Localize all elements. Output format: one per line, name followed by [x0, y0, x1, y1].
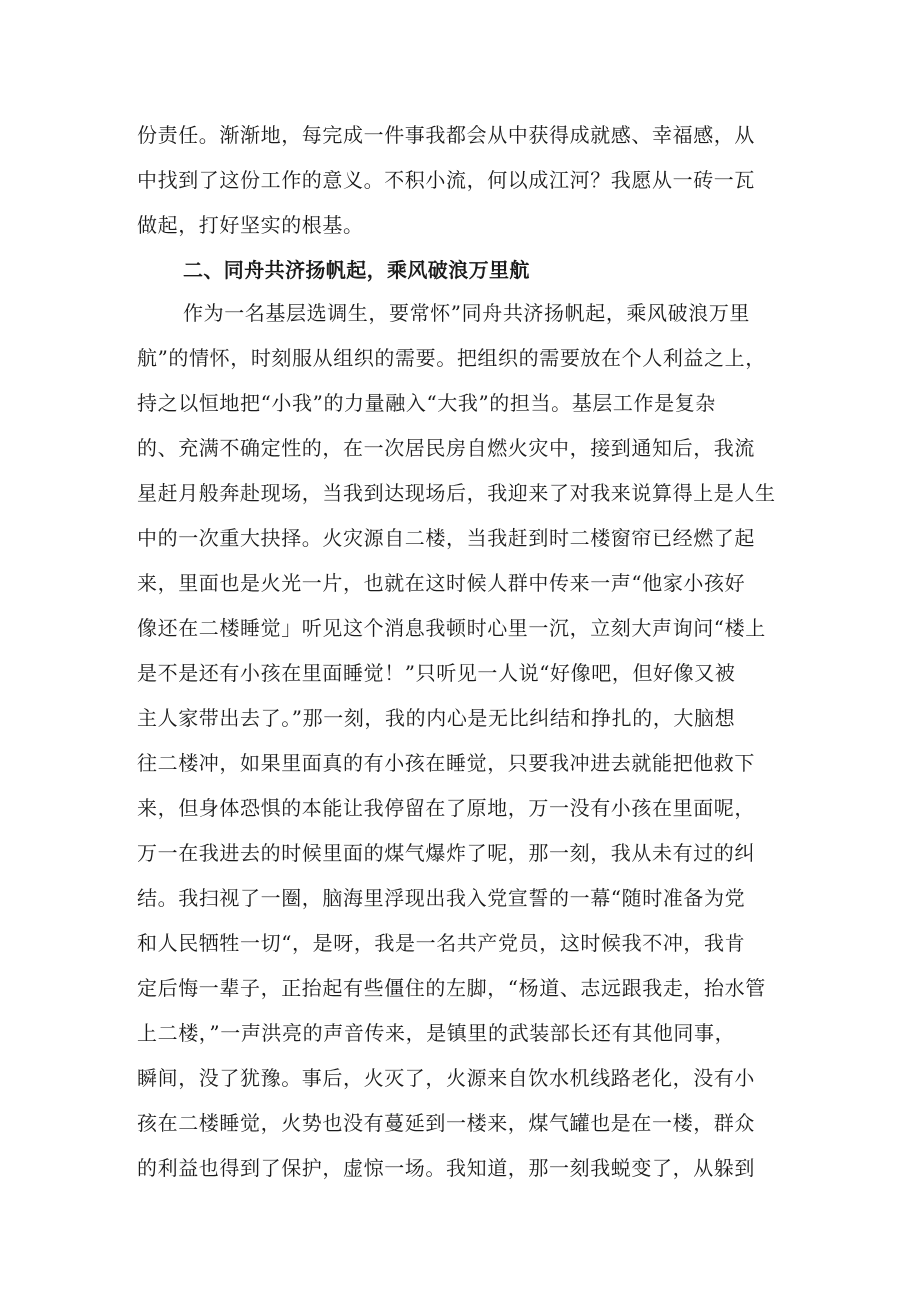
paragraph-line: 作为一名基层选调生，要常怀”同舟共济扬帆起，乘风破浪万里 [183, 301, 751, 325]
paragraph-line: 中的一次重大抉择。火灾源自二楼，当我赶到时二楼窗帘已经燃了起 [137, 526, 755, 550]
paragraph-line: 来，但身体恐惧的本能让我停留在了原地，万一没有小孩在里面呢， [137, 796, 755, 820]
paragraph-line: 上二楼，”一声洪亮的声音传来，是镇里的武装部长还有其他同事， [137, 1021, 736, 1045]
paragraph-line: 是不是还有小孩在里面睡觉！”只听见一人说“好像吧，但好像又被 [137, 661, 736, 685]
section-heading: 二、同舟共济扬帆起，乘风破浪万里航 [183, 258, 530, 282]
paragraph-line: 往二楼冲，如果里面真的有小孩在睡觉，只要我冲进去就能把他救下 [137, 751, 755, 775]
paragraph-line: 来，里面也是火光一片，也就在这时候人群中传来一声“他家小孩好 [137, 571, 746, 595]
paragraph-line: 做起，打好坚实的根基。 [137, 213, 364, 237]
paragraph-line: 中找到了这份工作的意义。不积小流，何以成江河？我愿从一砖一瓦 [137, 168, 755, 192]
paragraph-line: 和人民牺牲一切“，是呀，我是一名共产党员，这时候我不冲，我肯 [137, 931, 746, 955]
paragraph-line: 持之以恒地把“小我”的力量融入“大我”的担当。基层工作是复杂 [137, 391, 716, 415]
paragraph-line: 孩在二楼睡觉，火势也没有蔓延到一楼来，煤气罐也是在一楼，群众 [137, 1111, 755, 1135]
paragraph-line: 结。我扫视了一圈，脑海里浮现出我入党宣誓的一幕“随时准备为党 [137, 886, 746, 910]
paragraph-line: 瞬间，没了犹豫。事后，火灭了，火源来自饮水机线路老化，没有小 [137, 1066, 755, 1090]
paragraph-line: 份责任。渐渐地，每完成一件事我都会从中获得成就感、幸福感，从 [137, 123, 755, 147]
paragraph-line: 像还在二楼睡觉」听见这个消息我顿时心里一沉，立刻大声询问“楼上 [137, 616, 766, 640]
paragraph-line: 的、充满不确定性的，在一次居民房自燃火灾中，接到通知后，我流 [137, 436, 755, 460]
paragraph-line: 主人家带出去了。”那一刻，我的内心是无比纠结和挣扎的，大脑想 [137, 706, 736, 730]
paragraph-line: 星赶月般奔赴现场，当我到达现场后，我迎来了对我来说算得上是人生 [137, 481, 776, 505]
paragraph-line: 定后悔一辈子，正抬起有些僵住的左脚，“杨道、志远跟我走，抬水管 [137, 976, 766, 1000]
paragraph-line: 万一在我进去的时候里面的煤气爆炸了呢，那一刻，我从未有过的纠 [137, 841, 755, 865]
paragraph-line: 的利益也得到了保护，虚惊一场。我知道，那一刻我蜕变了，从躲到 [137, 1156, 755, 1180]
paragraph-line: 航”的情怀，时刻服从组织的需要。把组织的需要放在个人利益之上， [137, 346, 766, 370]
